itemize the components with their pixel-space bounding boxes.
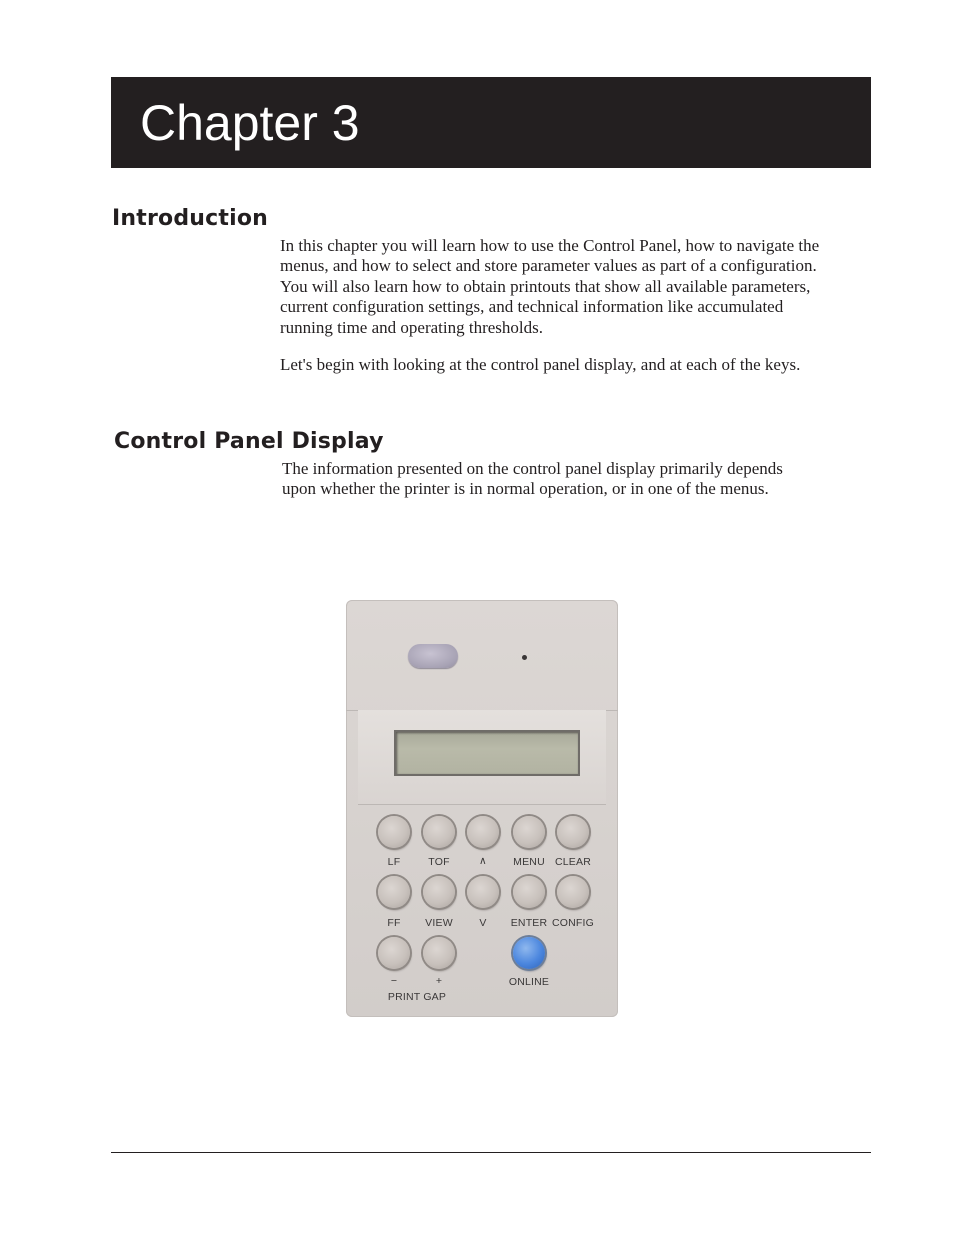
plus-key-label: +	[435, 975, 443, 987]
ff-key-label: FF	[387, 917, 401, 929]
text-line: In this chapter you will learn how to use the Control Panel, how to navigate the	[280, 236, 820, 255]
control-panel-illustration	[346, 600, 618, 1017]
online-key-label: ONLINE	[508, 976, 550, 988]
lcd-screen	[394, 730, 580, 776]
tof-key[interactable]	[423, 816, 455, 848]
sensor-dot	[522, 655, 527, 660]
chapter-header-bar	[111, 77, 871, 168]
up-key-label: ∧	[479, 855, 487, 867]
enter-key-label: ENTER	[510, 917, 548, 929]
footer-rule	[111, 1152, 871, 1153]
lf-key-label: LF	[387, 856, 401, 868]
text-line: menus, and how to select and store parameter values as part of a configuration.	[280, 256, 817, 276]
print-gap-label: PRINT GAP	[387, 991, 447, 1003]
lcd-display-frame	[358, 710, 606, 805]
text-line: current configuration settings, and technical information like accumulated	[280, 297, 784, 317]
text-line: The information presented on the control panel display primarily depends	[282, 459, 783, 478]
chapter-title: Chapter 3	[140, 95, 360, 151]
config-key[interactable]	[557, 876, 589, 908]
ff-key[interactable]	[378, 876, 410, 908]
control-panel-top-section	[346, 600, 618, 711]
introduction-paragraph-1	[280, 236, 819, 338]
up-key[interactable]	[467, 816, 499, 848]
view-key[interactable]	[423, 876, 455, 908]
config-key-label: CONFIG	[551, 917, 595, 929]
down-key-label: V	[479, 917, 487, 929]
lf-key[interactable]	[378, 816, 410, 848]
introduction-heading: Introduction	[112, 206, 269, 231]
print-gap-minus-key[interactable]	[378, 937, 410, 969]
print-gap-plus-key[interactable]	[423, 937, 455, 969]
control-panel-display-paragraph	[282, 459, 783, 500]
control-panel-display-heading: Control Panel Display	[114, 429, 384, 454]
text-line: upon whether the printer is in normal operation, or in one of the menus.	[282, 479, 769, 499]
menu-key[interactable]	[513, 816, 545, 848]
enter-key[interactable]	[513, 876, 545, 908]
indicator-light	[408, 644, 458, 668]
online-key[interactable]	[513, 937, 545, 969]
text-line: Let's begin with looking at the control panel display, and at each of the keys.	[280, 355, 801, 374]
menu-key-label: MENU	[513, 856, 545, 868]
tof-key-label: TOF	[428, 856, 450, 868]
text-line: You will also learn how to obtain printouts that show all available parameters,	[280, 276, 811, 296]
clear-key[interactable]	[557, 816, 589, 848]
down-key[interactable]	[467, 876, 499, 908]
introduction-paragraph-2	[280, 355, 800, 375]
minus-key-label: −	[390, 975, 398, 987]
clear-key-label: CLEAR	[554, 856, 591, 868]
text-line: running time and operating thresholds.	[280, 317, 543, 337]
view-key-label: VIEW	[425, 917, 453, 929]
